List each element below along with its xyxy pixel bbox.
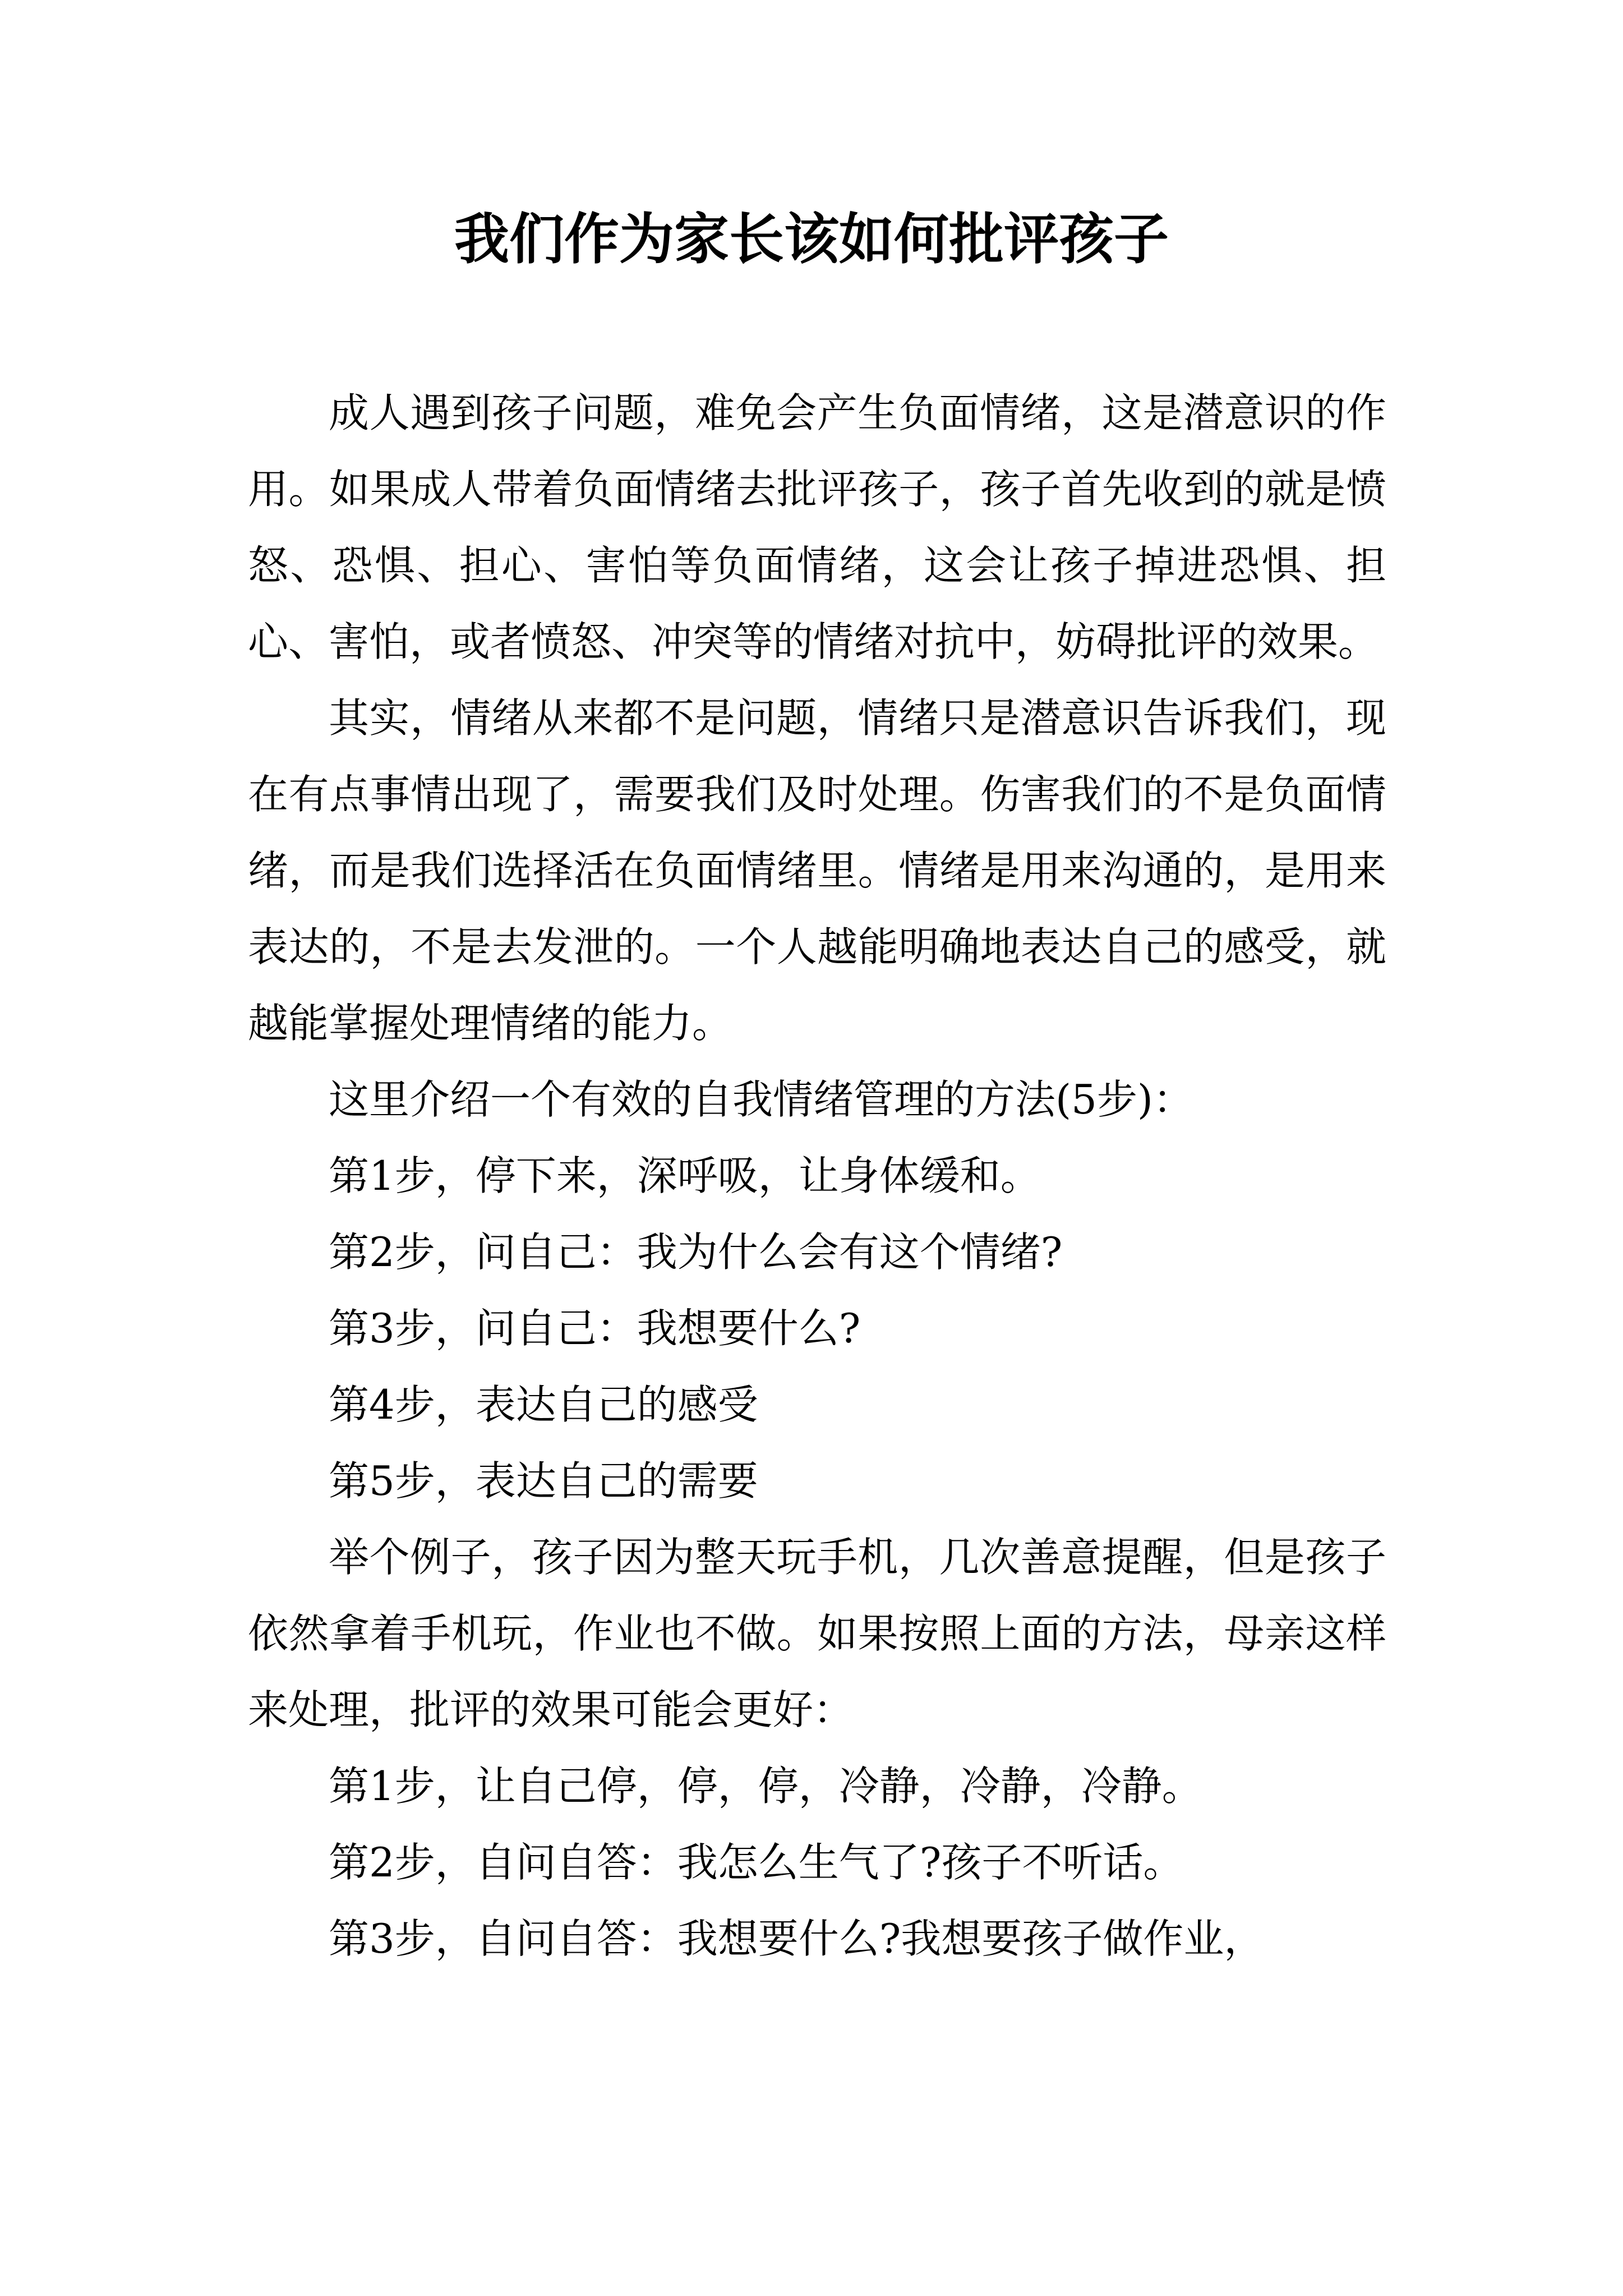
document-body — [248, 375, 1386, 1977]
paragraph: 第4步，表达自己的感受 — [329, 1381, 758, 1428]
paragraph: 这里介绍一个有效的自我情绪管理的方法(5步)： — [329, 1076, 1193, 1123]
paragraph: 第1步，让自己停，停，停，冷静，冷静，冷静。 — [329, 1763, 1202, 1810]
paragraph: 第2步，自问自答：我怎么生气了?孩子不听话。 — [329, 1839, 1184, 1886]
paragraph: 第2步，问自己：我为什么会有这个情绪? — [329, 1228, 1063, 1276]
paragraph: 第3步，自问自答：我想要什么?我想要孩子做作业， — [329, 1915, 1265, 1962]
paragraph: 第1步，停下来，深呼吸，让身体缓和。 — [329, 1152, 1041, 1199]
paragraph: 成人遇到孩子问题，难免会产生负面情绪，这是潜意识的作用。如果成人带着负面情绪去批评孩子，孩子首先收到的就是愤怒、恐惧、担心、害怕等负面情绪，这会让孩子掉进恐惧、担心、害怕，或者愤怒、冲突等的情绪对抗中，妨碍批评的效果。 — [248, 389, 1386, 665]
paragraph: 其实，情绪从来都不是问题，情绪只是潜意识告诉我们，现在有点事情出现了，需要我们及时处理。伤害我们的不是负面情绪，而是我们选择活在负面情绪里。情绪是用来沟通的，是用来表达的，不是去发泄的。一个人越能明确地表达自己的感受，就越能掌握处理情绪的能力。 — [248, 694, 1386, 1047]
document-title: 我们作为家长该如何批评孩子 — [454, 207, 1169, 272]
paragraph: 第5步，表达自己的需要 — [329, 1457, 758, 1504]
paragraph: 第3步，问自己：我想要什么? — [329, 1305, 861, 1352]
paragraph: 举个例子，孩子因为整天玩手机，几次善意提醒，但是孩子依然拿着手机玩，作业也不做。如果按照上面的方法，母亲这样来处理，批评的效果可能会更好： — [248, 1534, 1386, 1733]
